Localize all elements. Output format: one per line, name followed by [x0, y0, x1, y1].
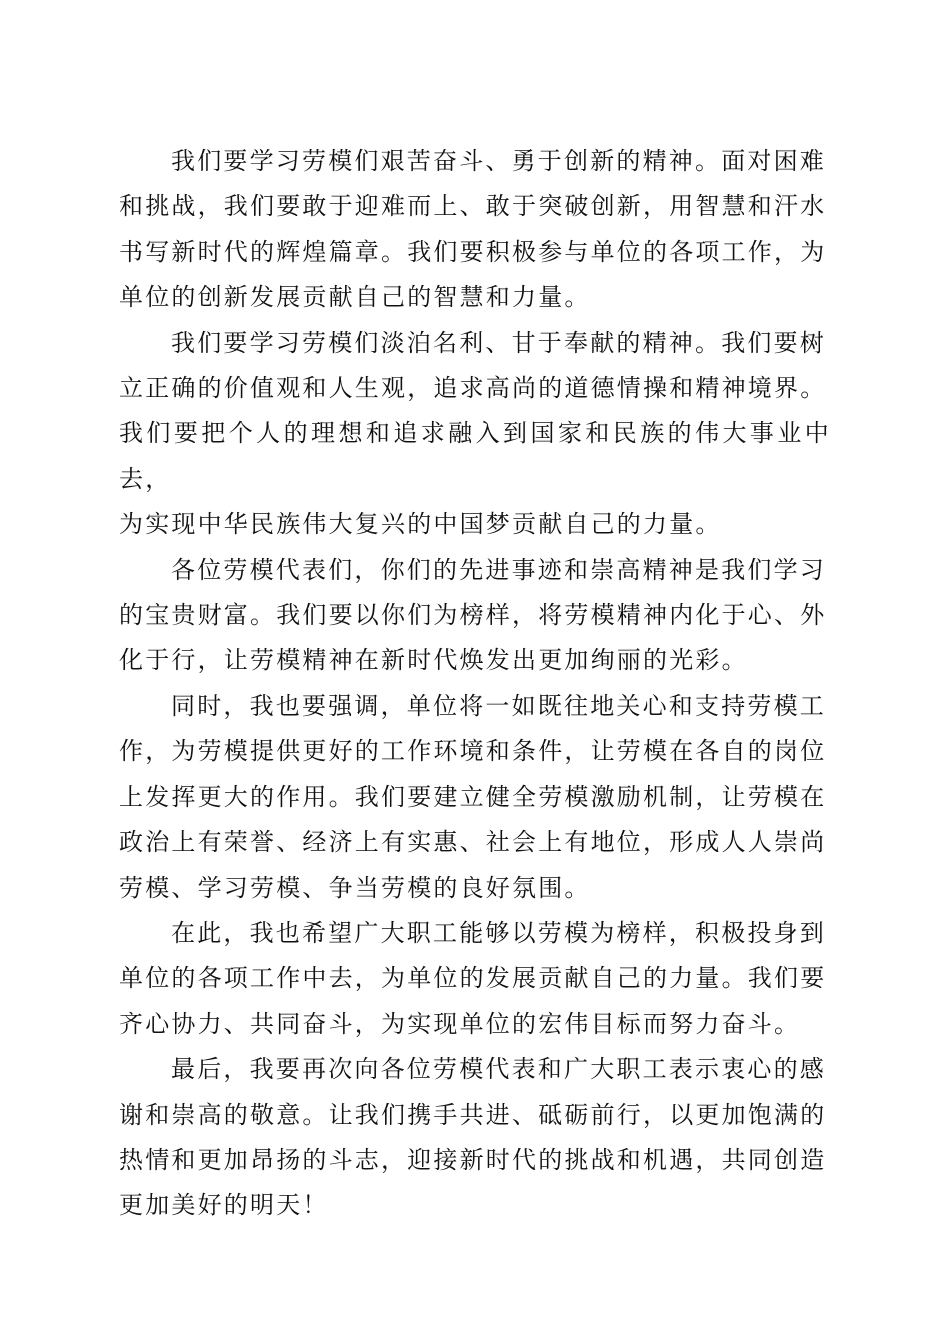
- document-body: [119, 139, 831, 1229]
- paragraph-6: 最后，我要再次向各位劳模代表和广大职工表示衷心的感 谢和崇高的敬意。让我们携手共进、砥砺前行，以更加饱满的 热情和更加昂扬的斗志，迎接新时代的挑战和机遇，共同创造 更加美好的明天！: [119, 1055, 827, 1220]
- paragraph-1: 我们要学习劳模们艰苦奋斗、勇于创新的精神。面对困难 和挑战，我们要敢于迎难而上、敢于突破创新，用智慧和汗水 书写新时代的辉煌篇章。我们要积极参与单位的各项工作，为 单位的创新发展贡献自己的智慧和力量。: [119, 147, 827, 312]
- paragraph-2: 我们要学习劳模们淡泊名利、甘于奉献的精神。我们要树 立正确的价值观和人生观，追求高尚的道德情操和精神境界。 我们要把个人的理想和追求融入到国家和民族的伟大事业中去， 为实现中华民族伟大复兴的中国梦贡献自己的力量。: [119, 328, 831, 539]
- paragraph-5: 在此，我也希望广大职工能够以劳模为榜样，积极投身到 单位的各项工作中去，为单位的发展贡献自己的力量。我们要 齐心协力、共同奋斗，为实现单位的宏伟目标而努力奋斗。: [119, 918, 827, 1038]
- paragraph-4: 同时，我也要强调，单位将一如既往地关心和支持劳模工 作，为劳模提供更好的工作环境和条件，让劳模在各自的岗位 上发挥更大的作用。我们要建立健全劳模激励机制，让劳模在 政治上有荣誉、经济上有实惠、社会上有地位，形成人人崇尚 劳模、学习劳模、争当劳模的良好氛围。: [119, 691, 827, 902]
- paragraph-3: 各位劳模代表们，你们的先进事迹和崇高精神是我们学习 的宝贵财富。我们要以你们为榜样，将劳模精神内化于心、外 化于行，让劳模精神在新时代焕发出更加绚丽的光彩。: [119, 555, 827, 675]
